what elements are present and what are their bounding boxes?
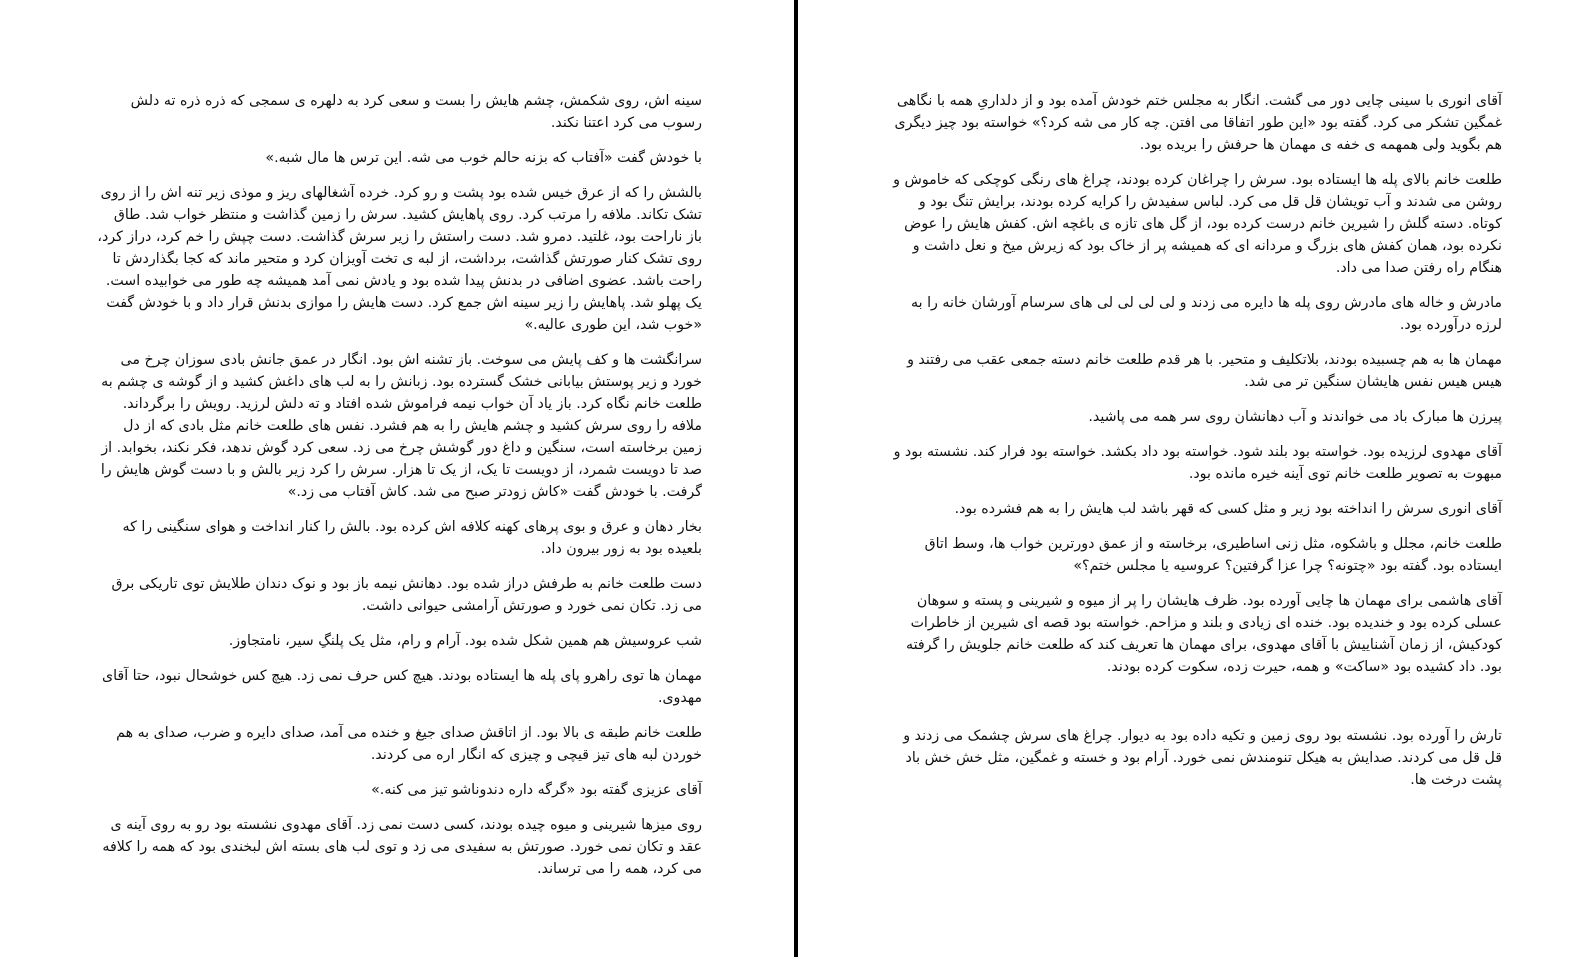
paragraph: سینه اش، روی شکمش، چشم هایش را بست و سعی کرد به دلهره ی سمجی که ذره ذره ته دلش رسوب می کرد اعتنا نکند. [130, 93, 702, 131]
paragraph: پیرزن ها مبارک باد می خواندند و آب دهانشان روی سر همه می پاشید. [1088, 409, 1502, 425]
paragraph: با خودش گفت «آفتاب که بزنه حالم خوب می شه. این ترس ها مال شبه.» [265, 150, 702, 166]
paragraph: آقای عزیزی گفته بود «گرگه داره دندوناشو تیز می کنه.» [371, 782, 702, 798]
paragraph: طلعت خانم طبقه ی بالا بود. از اتاقش صدای جیغ و خنده می آمد، صدای دایره و ضرب، صدای به هم خوردن لبه های تیز قیچی و چیزی که انگار اره می کردند. [116, 725, 702, 763]
page-divider [794, 0, 798, 957]
paragraph: روی میزها شیرینی و میوه چیده بودند، کسی دست نمی زد. آقای مهدوی نشسته بود رو به روی آینه ی عقد و تکان نمی خورد. صورتش به سفیدی می زد و توی لب های بسته اش لبخندی بود که همه را کلافه می کرد، همه را می ترساند. [102, 817, 702, 877]
paragraph: تارش را آورده بود. نشسته بود روی زمین و تکیه داده بود به دیوار. چراغ های سرش چشمک می زدند و قل قل می کردند. صدایش به هیکل تنومندش نمی خورد. آرام بود و خسته و غمگین، مثل خش خش باد پشت درخت ها. [903, 728, 1502, 788]
paragraph: طلعت خانم بالای پله ها ایستاده بود. سرش را چراغان کرده بودند، چراغ های رنگی کوچکی که خاموش و روشن می شدند و آب تویشان قل قل می کرد. لباس سفیدش را کرایه کرده بودند، برایش تنگ بود و کوتاه. دسته گلش را شیرین خانم درست کرده بود، از گل های تازه ی باغچه اش. کفش هایش را عوض نکرده بود، همان کفش های بزرگ و مردانه ای که همیشه پر از خاک بود که زیرش میخ و نعل داشت و هنگام راه رفتن صدا می داد. [893, 172, 1502, 276]
paragraph: آقای انوری سرش را انداخته بود زیر و مثل کسی که قهر باشد لب هایش را به هم فشرده بود. [954, 501, 1502, 517]
paragraph: مادرش و خاله های مادرش روی پله ها دایره می زدند و لی لی لی لی های سرسام آورشان خانه را به لرزه درآورده بود. [911, 295, 1502, 333]
paragraph: بخار دهان و عرق و بوی پرهای کهنه کلافه اش کرده بود. بالش را کنار انداخت و هوای سنگینی را که بلعیده بود به زور بیرون داد. [122, 519, 702, 557]
paragraph: آقای انوری با سینی چایی دور می گشت. انگار به مجلس ختم خودش آمده بود و از دلداریِ همه با نگاهی غمگین تشکر می کرد. گفته بود «این طور اتفاقا می افتن. چه کار می شه کرد؟» خواسته بود چیز دیگری هم بگوید ولی همهمه ی خفه ی مهمان ها حرفش را بریده بود. [894, 93, 1502, 153]
paragraph-gap [890, 691, 1502, 725]
right-page-text [890, 90, 1502, 804]
paragraph: بالشش را که از عرق خیس شده بود پشت و رو کرد. خرده آشغالهای ریز و موذی زیر تنه اش را از روی تشک تکاند. ملافه را مرتب کرد. روی پاهایش کشید. سرش را زمین گذاشت و منتظر خواب شد. طاق باز ناراحت بود، غلتید. دمرو شد. دست راستش را زیر سرش گذاشت. دست چپش را خم کرد، دراز کرد، روی تشک کنار صورتش گذاشت، برداشت، از لبه ی تخت آویزان کرد و متحیر ماند که کجا بگذاردش تا راحت باشد. عضوی اضافی در بدنش پیدا شده بود و یادش نمی آمد همیشه چه طور می خوابیده است. یک پهلو شد. پاهایش را زیر سینه اش جمع کرد. دست هایش را موازی بدنش قرار داد و با خودش گفت «خوب شد، این طوری عالیه.» [97, 185, 702, 333]
paragraph: آقای مهدوی لرزیده بود. خواسته بود بلند شود. خواسته بود داد بکشد. خواسته بود فرار کند. نشسته بود و مبهوت به تصویر طلعت خانم توی آینه خیره مانده بود. [893, 444, 1502, 482]
paragraph: طلعت خانم، مجلل و باشکوه، مثل زنی اساطیری، برخاسته و از عمق دورترین خواب ها، وسط اتاق ایستاده بود. گفته بود «چتونه؟ چرا عزا گرفتین؟ عروسیه یا مجلس ختم؟» [924, 536, 1502, 574]
left-page-text [96, 90, 702, 893]
paragraph: مهمان ها توی راهرو پای پله ها ایستاده بودند. هیچ کس حرف نمی زد. هیچ کس خوشحال نبود، حتا آقای مهدوی. [102, 668, 702, 706]
paragraph: شب عروسیش هم همین شکل شده بود. آرام و رام، مثل یک پلنگِ سیر، نامتجاوز. [228, 633, 702, 649]
paragraph: سرانگشت ها و کف پایش می سوخت. باز تشنه اش بود. انگار در عمق جانش بادی سوزان چرخ می خورد و زیر پوستش بیابانی خشک گسترده بود. زبانش را به لب های داغش کشید و از گوشه ی چشم به طلعت خانم نگاه کرد. باز یاد آن خواب نیمه فراموش شده افتاد و ته دلش لرزید. رویش را برگرداند. ملافه را روی سرش کشید و چشم هایش را به هم فشرد. نفس های طلعت خانم مثل بادی که از دل زمین برخاسته است، سنگین و داغ دور گوشش چرخ می زد. سعی کرد گوش ندهد، فکر نکند، بخوابد. از صد تا دویست شمرد، از دویست تا یک، از یک تا هزار. سرش را کرد زیر بالش و با دست گوش هایش را گرفت. با خودش گفت «کاش زودتر صبح می شد. کاش آفتاب می زد.» [100, 352, 702, 500]
paragraph: مهمان ها به هم چسبیده بودند، بلاتکلیف و متحیر. با هر قدم طلعت خانم دسته جمعی عقب می رفتند و هیس هیس نفس هایشان سنگین تر می شد. [907, 352, 1502, 390]
paragraph: دست طلعت خانم به طرفش دراز شده بود. دهانش نیمه باز بود و نوک دندان طلایش توی تاریکی برق می زد. تکان نمی خورد و صورتش آرامشی حیوانی داشت. [111, 576, 702, 614]
paragraph: آقای هاشمی برای مهمان ها چایی آورده بود. ظرف هایشان را پر از میوه و شیرینی و پسته و سوهان عسلی کرده بود و خندیده بود. خنده ای زیادی و بلند و مزاحم. خواسته بود قصه ای شیرین از خاطرات کودکیش، از زمان آشناییش با آقای مهدوی، برای مهمان ها تعریف کند که طلعت خانم جلویش را گرفته بود. داد کشیده بود «ساکت» و همه، حیرت زده، سکوت کرده بودند. [906, 593, 1502, 675]
